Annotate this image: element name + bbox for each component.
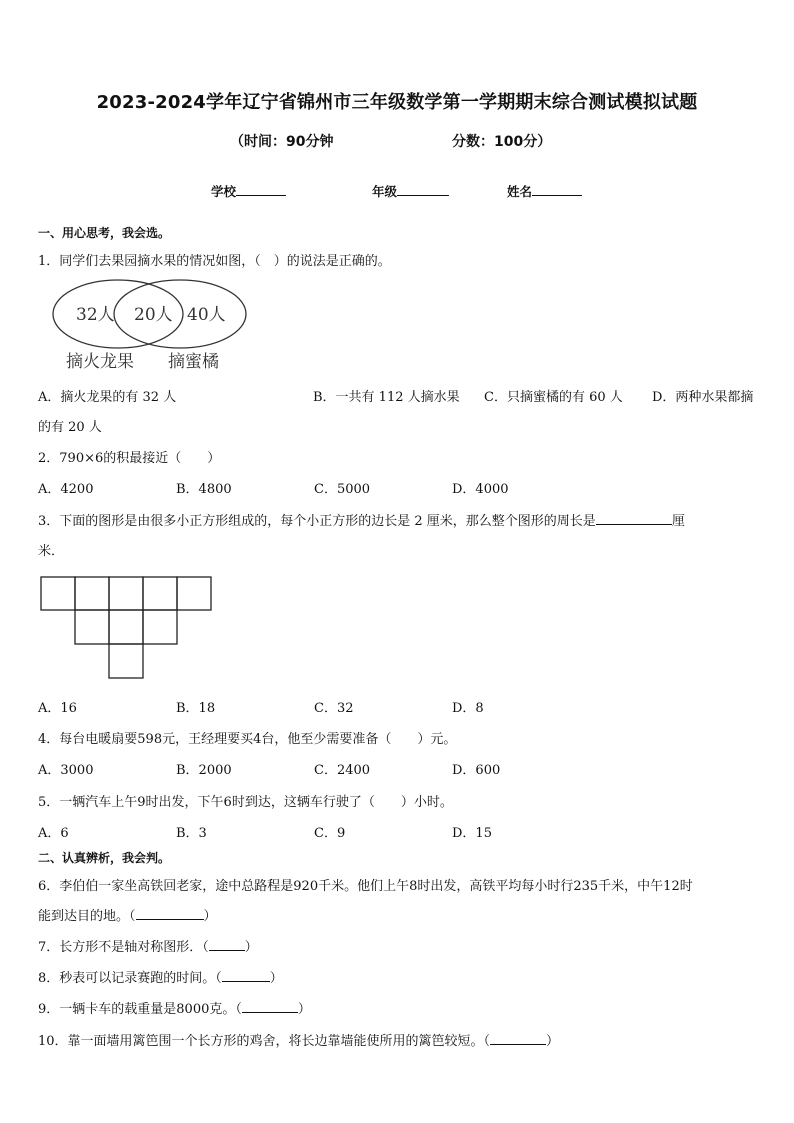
q1-stem: 1．同学们去果园摘水果的情况如图，（ ）的说法是正确的。 xyxy=(38,254,391,269)
q5-option-b: B．3 xyxy=(176,826,207,841)
q10-close: ） xyxy=(546,1034,560,1049)
q3-stem-text: 3．下面的图形是由很多小正方形组成的，每个小正方形的边长是 2 厘米，那么整个图形的周长是 xyxy=(38,514,596,529)
q7-stem xyxy=(38,936,258,955)
grade-blank xyxy=(397,183,449,196)
q3-stem-cont: 米． xyxy=(38,544,65,559)
q5-option-a: A．6 xyxy=(38,826,69,841)
q8-answer-blank xyxy=(222,969,270,982)
venn-right-label: 摘蜜橘 xyxy=(168,352,219,372)
q9-answer-blank xyxy=(242,1000,298,1013)
q2-option-c: C．5000 xyxy=(314,482,371,497)
q7-close: ） xyxy=(244,940,258,955)
square-cell xyxy=(143,610,177,644)
exam-score: 分数：100分） xyxy=(452,134,552,150)
square-cell xyxy=(75,610,109,644)
square-cell xyxy=(177,577,211,610)
q6-text: 能到达目的地。（ xyxy=(38,909,136,924)
q5-stem: 5．一辆汽车上午9时出发，下午6时到达，这辆车行驶了（ ）小时。 xyxy=(38,795,453,810)
venn-left-value: 32人 xyxy=(76,305,115,325)
square-cell xyxy=(109,577,143,610)
venn-diagram xyxy=(50,278,250,376)
q3-option-c: C．32 xyxy=(314,701,354,716)
q1-option-a: A．摘火龙果的有 32 人 xyxy=(38,390,177,405)
q4-option-b: B．2000 xyxy=(176,763,232,778)
q6-line2 xyxy=(38,905,217,924)
q6-answer-blank xyxy=(136,907,204,920)
q4-option-d: D．600 xyxy=(452,763,501,778)
q9-stem xyxy=(38,998,311,1017)
q8-text: 8．秒表可以记录赛跑的时间。（ xyxy=(38,971,222,986)
q3-option-a: A．16 xyxy=(38,701,77,716)
q5-option-c: C．9 xyxy=(314,826,346,841)
exam-time: （时间：90分钟 xyxy=(230,134,334,150)
square-cell xyxy=(41,577,75,610)
q6-line1: 6．李伯伯一家坐高铁回老家，途中总路程是920千米。他们上午8时出发，高铁平均每小时行235千米，中午12时 xyxy=(38,879,693,894)
section-1-heading: 一、用心思考，我会选。 xyxy=(38,226,171,240)
q5-option-d: D．15 xyxy=(452,826,492,841)
q8-stem xyxy=(38,967,283,986)
school-blank xyxy=(236,183,286,196)
q8-close: ） xyxy=(269,971,283,986)
school-label: 学校 xyxy=(211,184,237,199)
q3-option-b: B．18 xyxy=(176,701,216,716)
venn-right-value: 40人 xyxy=(187,305,226,325)
q2-option-b: B．4800 xyxy=(176,482,232,497)
q6-close: ） xyxy=(203,909,217,924)
q4-option-c: C．2400 xyxy=(314,763,371,778)
square-figure xyxy=(40,576,215,680)
grade-label: 年级 xyxy=(372,184,398,199)
venn-left-label: 摘火龙果 xyxy=(66,352,134,372)
q9-text: 9．一辆卡车的载重量是8000克。（ xyxy=(38,1002,242,1017)
q1-option-d: D．两种水果都摘 xyxy=(652,390,754,405)
q3-option-d: D．8 xyxy=(452,701,484,716)
grade-field xyxy=(372,182,449,200)
q7-answer-blank xyxy=(209,938,245,951)
q10-answer-blank xyxy=(490,1032,546,1045)
name-label: 姓名 xyxy=(507,184,533,199)
q3-stem-unit: 厘 xyxy=(671,514,685,529)
square-cell xyxy=(143,577,177,610)
q9-close: ） xyxy=(297,1002,311,1017)
name-blank xyxy=(532,183,582,196)
section-2-heading: 二、认真辨析，我会判。 xyxy=(38,851,171,865)
name-field xyxy=(507,182,582,200)
exam-title: 2023-2024学年辽宁省锦州市三年级数学第一学期期末综合测试模拟试题 xyxy=(96,92,698,113)
q3-answer-blank xyxy=(596,512,672,525)
q1-option-d-continued: 的有 20 人 xyxy=(38,420,102,435)
q4-stem: 4．每台电暖扇要598元，王经理要买4台，他至少需要准备（ ）元。 xyxy=(38,732,457,747)
square-cell xyxy=(75,577,109,610)
q1-option-b: B．一共有 112 人摘水果 xyxy=(313,390,460,405)
venn-middle-value: 20人 xyxy=(134,305,173,325)
q2-option-d: D．4000 xyxy=(452,482,509,497)
q2-stem: 2．790×6的积最接近（ ） xyxy=(38,451,221,466)
q1-option-c: C．只摘蜜橘的有 60 人 xyxy=(484,390,623,405)
school-field xyxy=(211,182,286,200)
q10-text: 10．靠一面墙用篱笆围一个长方形的鸡舍，将长边靠墙能使所用的篱笆较短。（ xyxy=(38,1034,491,1049)
q3-stem xyxy=(38,510,685,529)
q4-option-a: A．3000 xyxy=(38,763,94,778)
square-cell xyxy=(109,610,143,644)
square-cell xyxy=(109,644,143,678)
q10-stem xyxy=(38,1030,559,1049)
q7-text: 7．长方形不是轴对称图形．（ xyxy=(38,940,209,955)
q2-option-a: A．4200 xyxy=(38,482,94,497)
